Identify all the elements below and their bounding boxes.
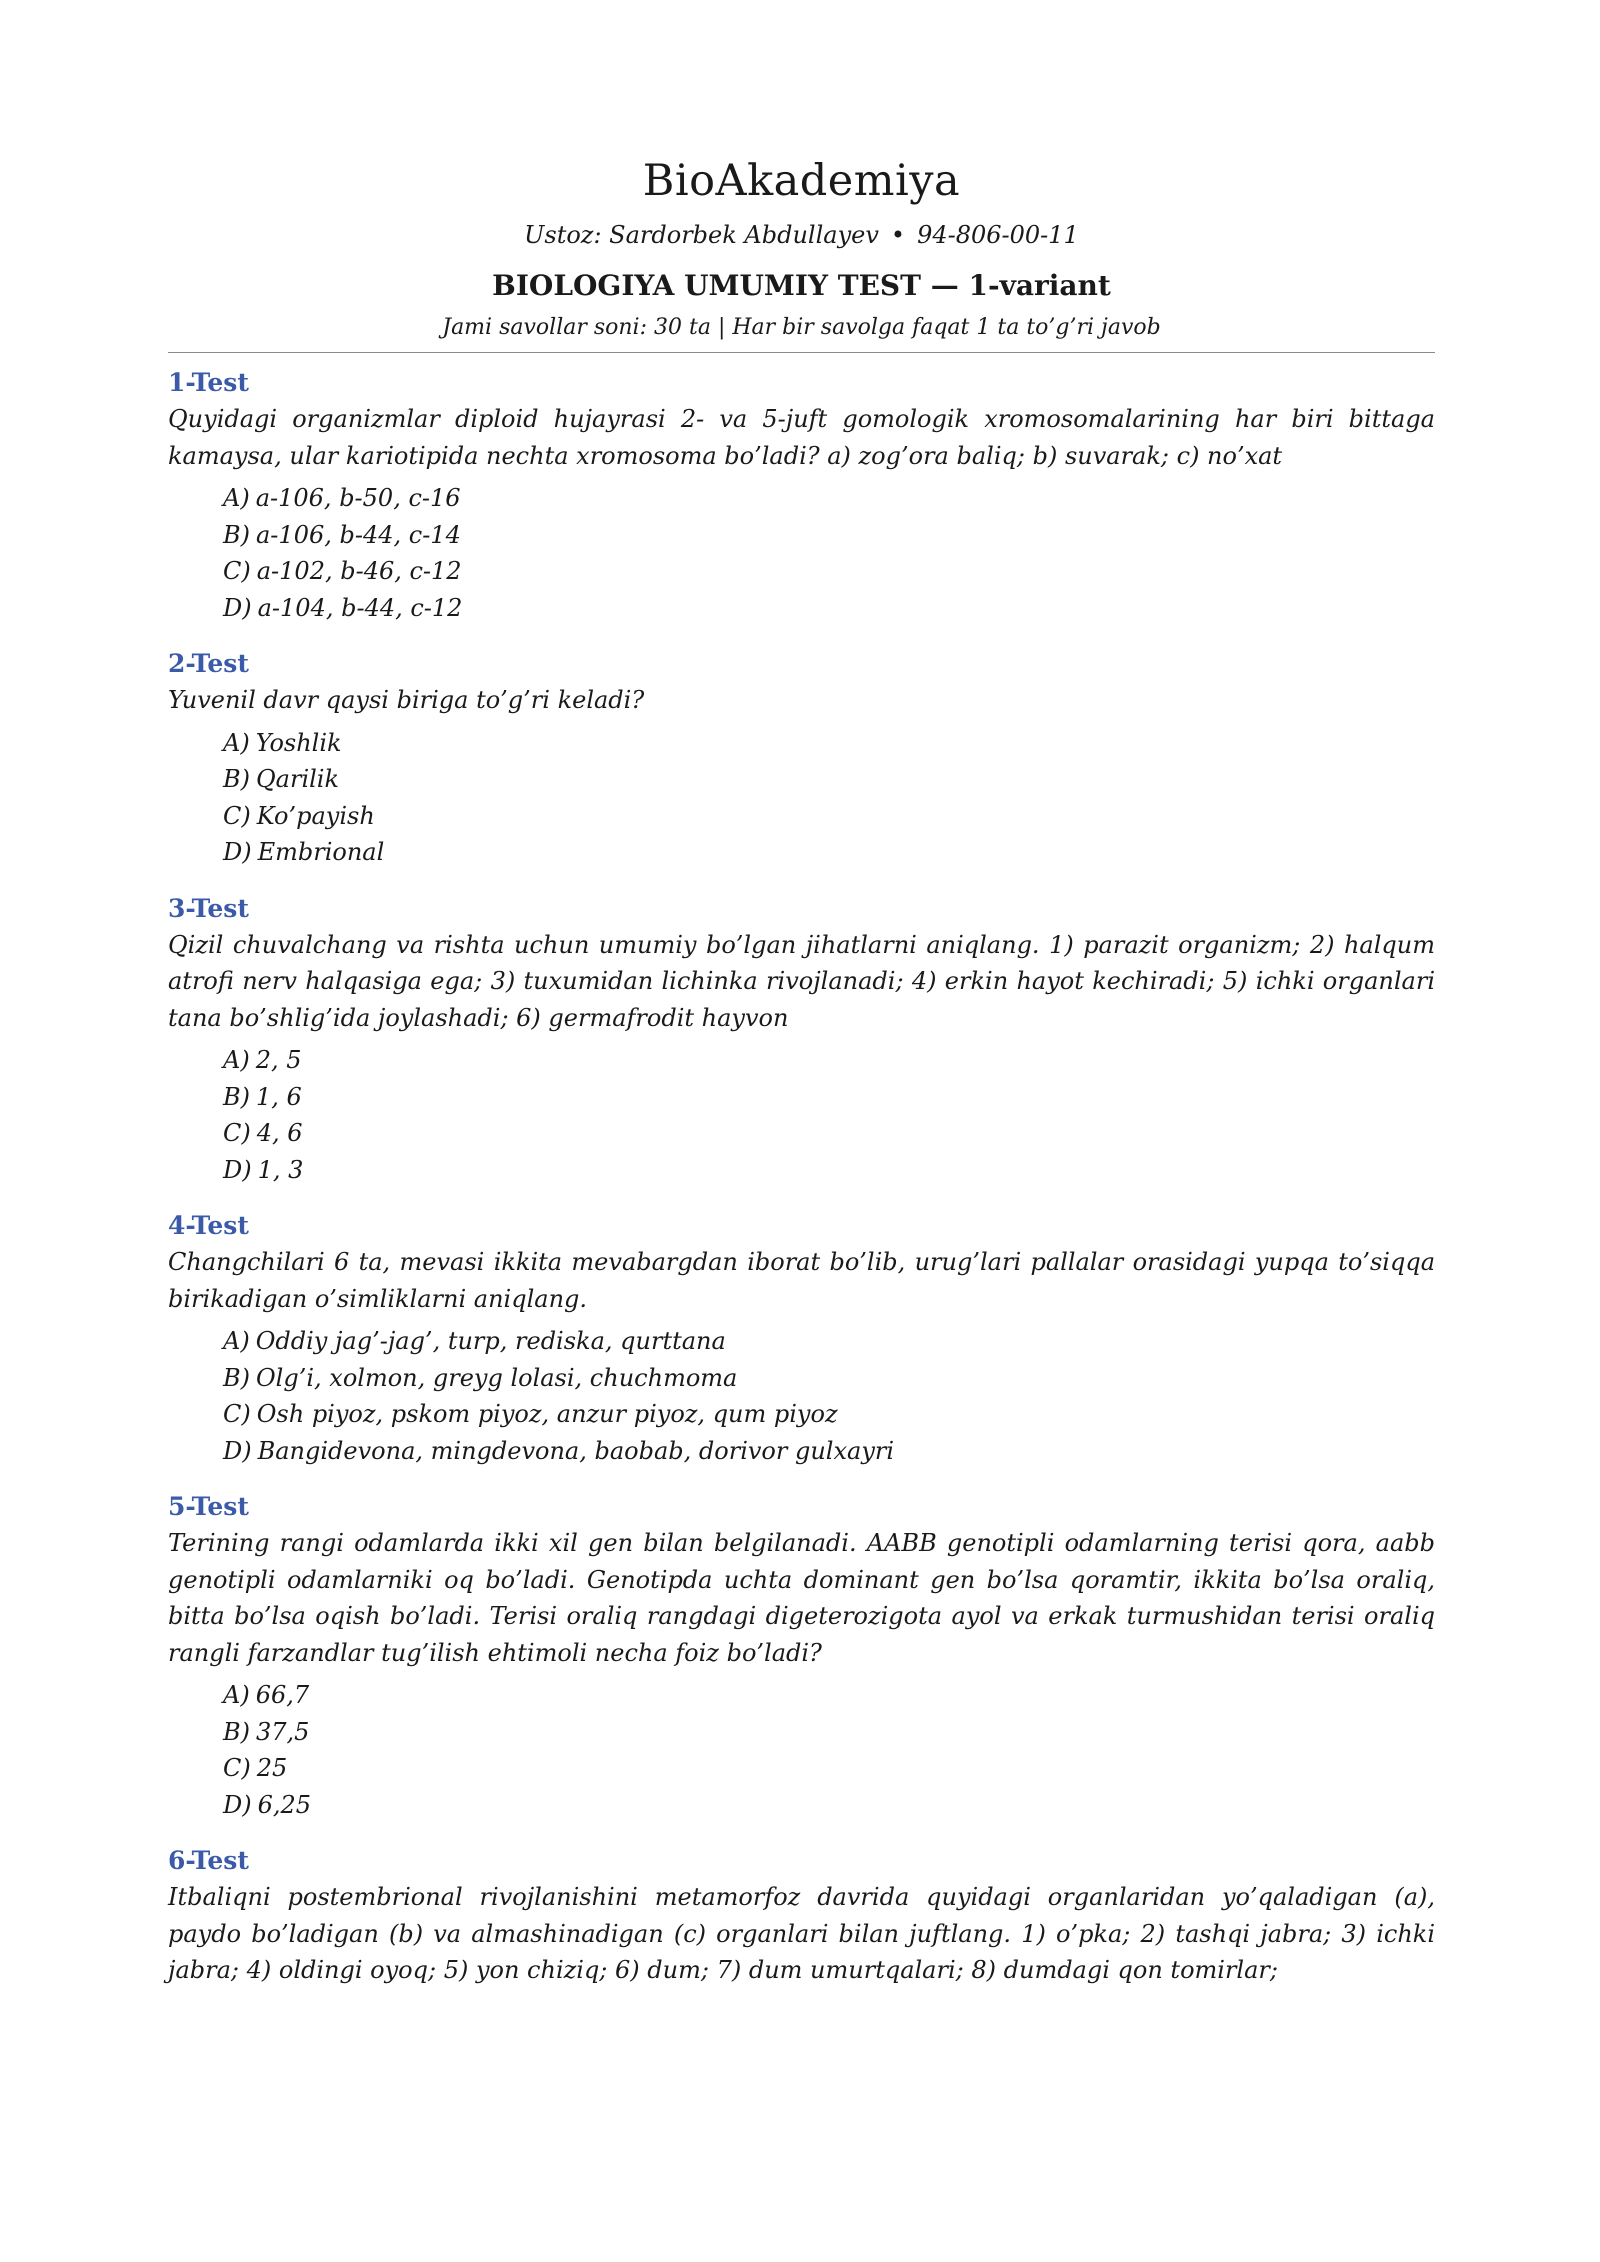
option-text: 1, 3 bbox=[257, 1155, 304, 1184]
question-text: Itbaliqni postembrional rivojlanishini metamorfoz davrida quyidagi organlaridan yo’qaladigan (a), paydo bo’ladigan (b) va almashinadigan (c) organlari bilan juftlang. 1) o’pka; 2) tashqi jabra; 3) ichki jabra; 4) oldingi oyoq; 5) yon chiziq; 6) dum; 7) dum umurtqalari; 8) dumdagi qon tomirlar; bbox=[168, 1883, 1435, 1984]
option-text: 1, 6 bbox=[256, 1082, 302, 1111]
option-letter: C) bbox=[223, 1400, 251, 1428]
question-2 bbox=[168, 646, 1435, 871]
option-letter: C) bbox=[223, 801, 251, 830]
option-letter: C) bbox=[223, 1119, 251, 1147]
question-text: Yuvenil davr qaysi biriga to’g’ri keladi? bbox=[168, 686, 645, 714]
option-letter: B) bbox=[223, 765, 250, 793]
option-letter: C) bbox=[223, 1754, 251, 1782]
option-text: Qarilik bbox=[256, 765, 340, 793]
option-b bbox=[223, 1360, 1435, 1397]
option-d bbox=[223, 1433, 1435, 1470]
test-subtitle: Jami savollar soni: 30 ta | Har bir savolga faqat 1 ta to’g’ri javob bbox=[442, 315, 1161, 340]
option-c bbox=[223, 553, 1435, 590]
question-1 bbox=[168, 365, 1435, 626]
option-b bbox=[223, 1079, 1435, 1116]
option-text: 4, 6 bbox=[256, 1119, 303, 1147]
option-text: 25 bbox=[256, 1754, 288, 1782]
option-text: Oddiy jag’-jag’, turp, rediska, qurttana bbox=[255, 1327, 726, 1355]
option-text: a-104, b-44, c-12 bbox=[257, 593, 463, 622]
option-text: Ko’payish bbox=[256, 801, 375, 830]
teacher-line bbox=[168, 214, 1435, 256]
option-letter: D) bbox=[223, 838, 252, 866]
question-3 bbox=[168, 891, 1435, 1189]
option-a bbox=[223, 1042, 1435, 1079]
option-a bbox=[223, 725, 1435, 762]
option-text: a-106, b-50, c-16 bbox=[255, 484, 461, 512]
question-label: 2-Test bbox=[168, 649, 249, 678]
question-6 bbox=[168, 1843, 1435, 1989]
test-page bbox=[168, 150, 1435, 1989]
option-letter: D) bbox=[223, 1436, 252, 1465]
question-text: Changchilari 6 ta, mevasi ikkita mevabargdan iborat bo’lib, urug’lari pallalar orasidagi yupqa to’siqqa birikadigan o’simliklarni aniqlang. bbox=[168, 1248, 1435, 1313]
option-d bbox=[223, 834, 1435, 871]
option-text: 37,5 bbox=[256, 1717, 310, 1746]
option-list bbox=[168, 1323, 1435, 1469]
site-title: BioAkademiya bbox=[642, 156, 961, 206]
option-text: a-106, b-44, c-14 bbox=[256, 520, 461, 549]
option-b bbox=[223, 517, 1435, 554]
option-letter: B) bbox=[223, 1082, 250, 1111]
option-letter: C) bbox=[223, 557, 251, 585]
option-d bbox=[223, 1787, 1435, 1824]
option-d bbox=[223, 1152, 1435, 1189]
option-list bbox=[168, 1677, 1435, 1823]
option-c bbox=[223, 798, 1435, 835]
option-letter: D) bbox=[223, 1790, 252, 1819]
question-5 bbox=[168, 1489, 1435, 1823]
option-letter: A) bbox=[223, 484, 250, 512]
teacher-name: Ustoz: Sardorbek Abdullayev bbox=[524, 221, 879, 249]
option-letter: B) bbox=[223, 1717, 250, 1746]
option-letter: D) bbox=[223, 593, 252, 622]
option-a bbox=[223, 480, 1435, 517]
option-text: a-102, b-46, c-12 bbox=[256, 557, 462, 585]
option-letter: A) bbox=[223, 1681, 250, 1709]
question-text: Terining rangi odamlarda ikki xil gen bilan belgilanadi. AABB genotipli odamlarning terisi qora, aabb genotipli odamlarniki oq bo’ladi. Genotipda uchta dominant gen bo’lsa qoramtir, ikkita bo’lsa oraliq, bitta bo’lsa oqish bo’ladi. Terisi oraliq rangdagi digeterozigota ayol va erkak turmushidan terisi oraliq rangli farzandlar tug’ilish ehtimoli necha foiz bo’ladi? bbox=[168, 1529, 1435, 1667]
option-text: 2, 5 bbox=[255, 1046, 302, 1074]
header-divider bbox=[168, 352, 1435, 353]
question-label: 3-Test bbox=[168, 893, 249, 923]
option-text: Embrional bbox=[257, 838, 385, 866]
option-text: 66,7 bbox=[255, 1681, 310, 1709]
option-d bbox=[223, 590, 1435, 627]
question-label: 5-Test bbox=[168, 1492, 249, 1521]
question-list bbox=[168, 365, 1435, 1989]
option-a bbox=[223, 1677, 1435, 1714]
option-text: Osh piyoz, pskom piyoz, anzur piyoz, qum piyoz bbox=[256, 1400, 838, 1428]
question-text: Quyidagi organizmlar diploid hujayrasi 2- va 5-juft gomologik xromosomalarining har biri bittaga kamaysa, ular kariotipida nechta xromosoma bo’ladi? a) zog’ora baliq; b) suvarak; c) no’xat bbox=[168, 405, 1435, 470]
option-c bbox=[223, 1750, 1435, 1787]
page-header bbox=[168, 150, 1435, 353]
option-letter: A) bbox=[223, 728, 250, 757]
option-text: Bangidevona, mingdevona, baobab, dorivor gulxayri bbox=[257, 1436, 895, 1465]
option-c bbox=[223, 1396, 1435, 1433]
option-letter: B) bbox=[223, 1363, 250, 1392]
question-text: Qizil chuvalchang va rishta uchun umumiy bo’lgan jihatlarni aniqlang. 1) parazit organizm; 2) halqum atrofi nerv halqasiga ega; 3) tuxumidan lichinka rivojlanadi; 4) erkin hayot kechiradi; 5) ichki organlari tana bo’shlig’ida joylashadi; 6) germafrodit hayvon bbox=[168, 930, 1435, 1032]
test-title: BIOLOGIYA UMUMIY TEST — 1-variant bbox=[492, 269, 1111, 302]
option-letter: A) bbox=[223, 1327, 250, 1355]
question-label: 4-Test bbox=[168, 1211, 249, 1240]
separator-dot: • bbox=[890, 221, 906, 249]
option-b bbox=[223, 1714, 1435, 1751]
teacher-phone: 94-806-00-11 bbox=[917, 221, 1079, 249]
option-list bbox=[168, 480, 1435, 626]
option-b bbox=[223, 761, 1435, 798]
option-letter: B) bbox=[223, 520, 250, 549]
option-list bbox=[168, 725, 1435, 871]
option-text: Yoshlik bbox=[255, 728, 342, 757]
question-label: 6-Test bbox=[168, 1846, 249, 1875]
option-a bbox=[223, 1323, 1435, 1360]
question-label: 1-Test bbox=[168, 368, 249, 397]
option-list bbox=[168, 1042, 1435, 1188]
option-c bbox=[223, 1115, 1435, 1152]
option-text: Olg’i, xolmon, greyg lolasi, chuchmoma bbox=[256, 1363, 738, 1392]
question-4 bbox=[168, 1208, 1435, 1469]
option-letter: D) bbox=[223, 1155, 252, 1184]
option-text: 6,25 bbox=[257, 1790, 312, 1819]
option-letter: A) bbox=[223, 1046, 250, 1074]
